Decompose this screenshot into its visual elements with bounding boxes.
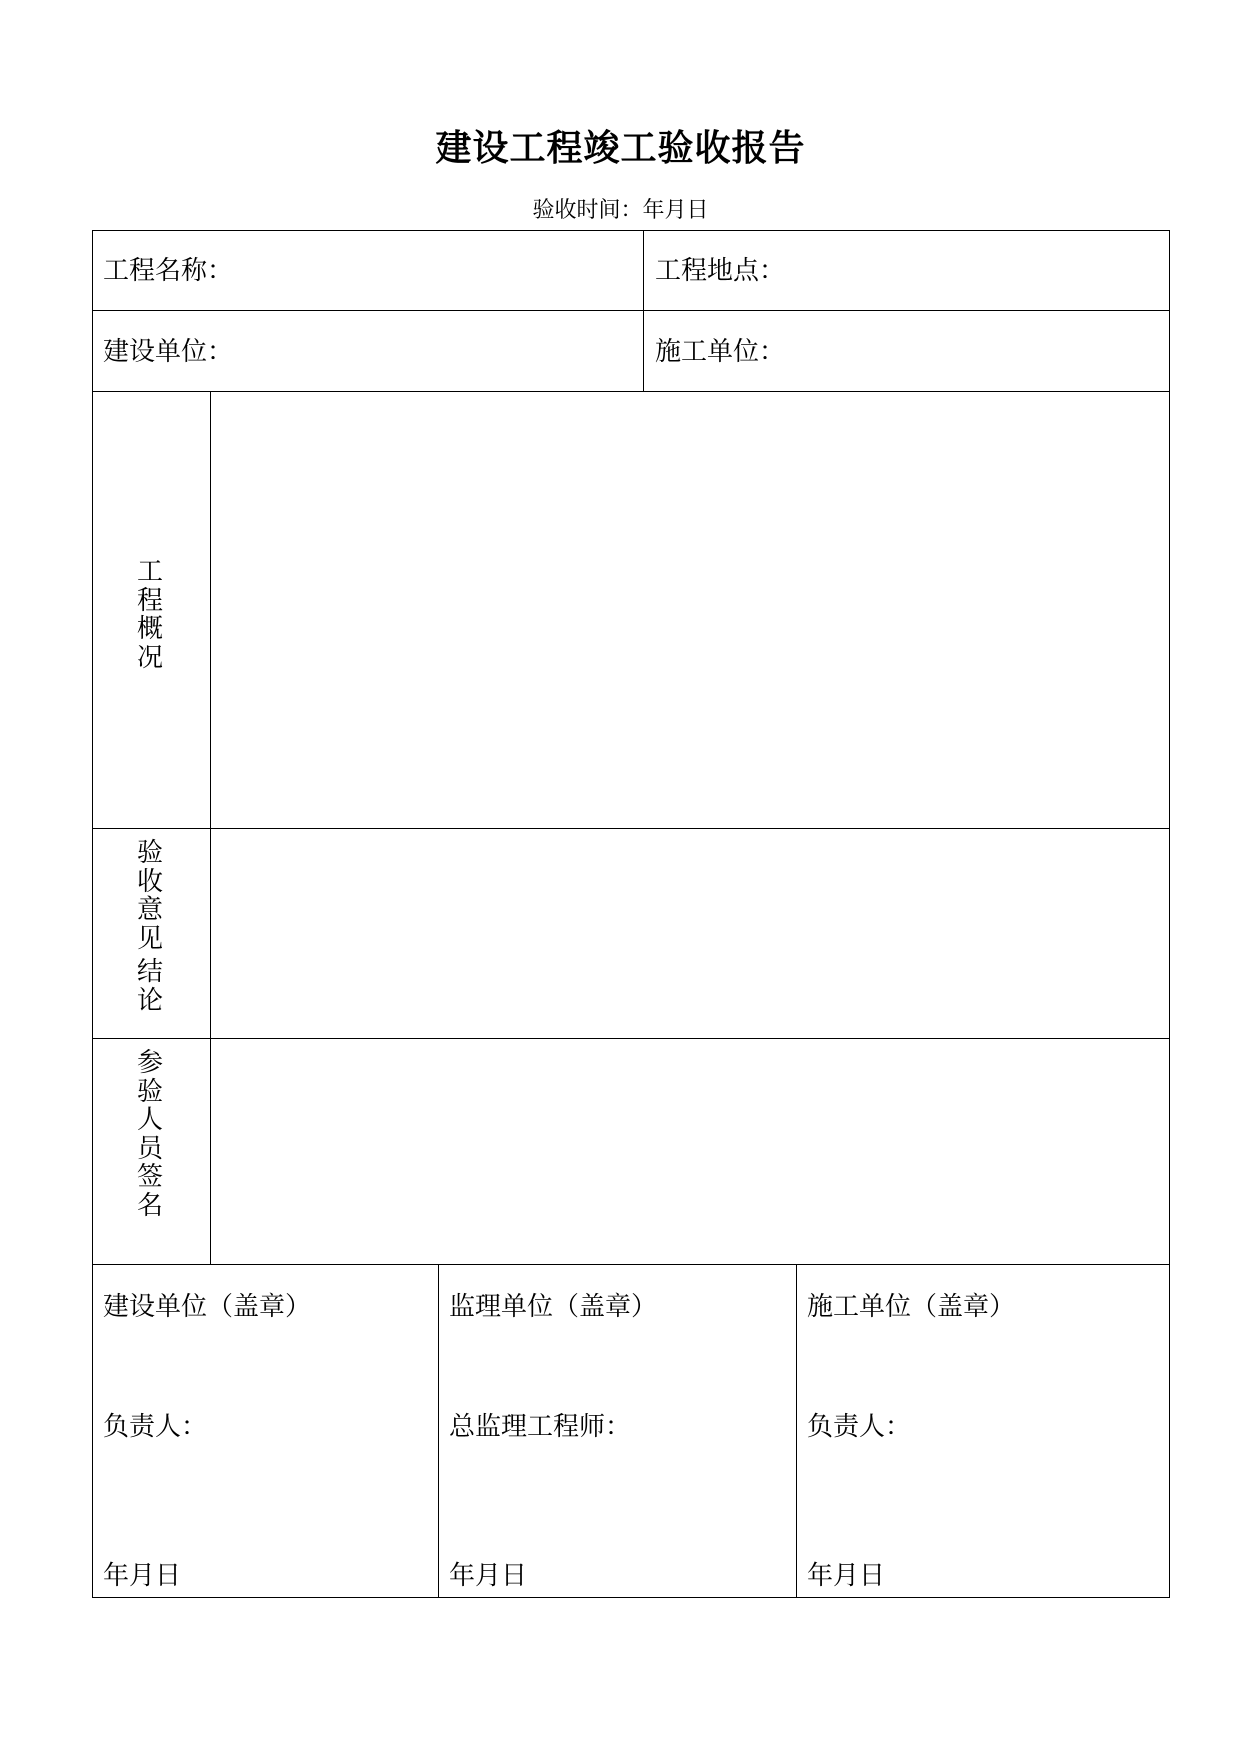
stamp-person-label[interactable]: 负责人： — [807, 1412, 912, 1442]
document-title: 建设工程竣工验收报告 — [435, 127, 806, 169]
row-divider — [93, 310, 1169, 311]
row-divider — [93, 1038, 1169, 1039]
acceptance-date: 验收时间：年月日 — [532, 198, 709, 223]
stamp-person-label[interactable]: 总监理工程师： — [449, 1412, 632, 1442]
row-divider — [93, 391, 1169, 392]
column-divider — [210, 392, 211, 1265]
construction-unit-field[interactable]: 施工单位： — [655, 337, 786, 367]
opinion-label: 验 收 意 见 结 论 — [136, 838, 163, 1016]
opinion-content-area[interactable] — [212, 830, 1168, 1037]
column-divider — [796, 1265, 797, 1597]
acceptance-form — [92, 230, 1170, 1598]
project-name-field[interactable]: 工程名称： — [103, 256, 234, 286]
row-divider — [93, 1264, 1169, 1265]
stamp-date-label[interactable]: 年月日 — [103, 1561, 182, 1591]
signatures-content-area[interactable] — [212, 1040, 1168, 1263]
stamp-person-label[interactable]: 负责人： — [103, 1412, 208, 1442]
builder-unit-field[interactable]: 建设单位： — [103, 337, 234, 367]
project-location-field[interactable]: 工程地点： — [655, 256, 786, 286]
stamp-date-label[interactable]: 年月日 — [449, 1561, 528, 1591]
stamp-unit-label: 监理单位（盖章） — [449, 1292, 658, 1322]
column-divider — [438, 1265, 439, 1597]
stamp-unit-label: 建设单位（盖章） — [103, 1292, 312, 1322]
overview-content-area[interactable] — [212, 393, 1168, 827]
stamp-date-label[interactable]: 年月日 — [807, 1561, 886, 1591]
signatures-label: 参 验 人 员 签 名 — [136, 1048, 163, 1221]
stamp-unit-label: 施工单位（盖章） — [807, 1292, 1016, 1322]
row-divider — [93, 828, 1169, 829]
column-divider — [643, 231, 644, 392]
overview-label: 工 程 概 况 — [136, 557, 163, 673]
